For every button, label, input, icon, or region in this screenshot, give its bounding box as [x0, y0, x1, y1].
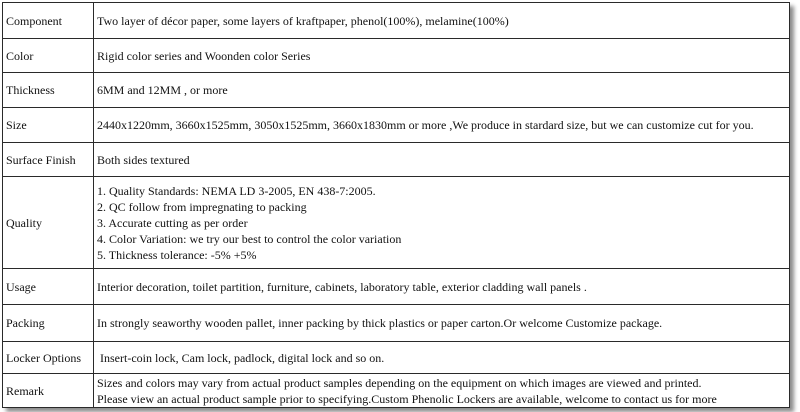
value-line: 1. Quality Standards: NEMA LD 3-2005, EN 438-7:2005. [97, 183, 376, 198]
value-line: In strongly seaworthy wooden pallet, inner packing by thick plastics or paper carton.Or welcome Customize package. [97, 316, 663, 330]
table-row [3, 177, 790, 269]
spec-table [2, 2, 790, 408]
value-line: Please view an actual product sample prior to specifying.Custom Phenolic Lockers are available, welcome to contact us for more [97, 391, 717, 406]
table-row [3, 3, 790, 39]
row-value-locker-options [94, 342, 790, 374]
value-line: 4. Color Variation: we try our best to control the color variation [97, 231, 402, 246]
row-value-size [94, 108, 790, 143]
row-label-usage: Usage [3, 269, 94, 305]
table-row [3, 143, 790, 177]
row-label-quality: Quality [3, 177, 94, 269]
value-line: Rigid color series and Woonden color Series [97, 48, 311, 63]
value-line: 2440x1220mm, 3660x1525mm, 3050x1525mm, 3660x1830mm or more ,We produce in stardard size, but we can customize cut for you. [97, 118, 754, 132]
row-label-thickness: Thickness [3, 73, 94, 108]
value-line: 2. QC follow from impregnating to packing [97, 199, 307, 214]
value-line: Interior decoration, toilet partition, furniture, cabinets, laboratory table, exterior cladding wall panels . [97, 279, 587, 294]
table-row [3, 374, 790, 408]
row-value-surface-finish [94, 143, 790, 177]
row-value-packing [94, 305, 790, 342]
row-value-component [94, 3, 790, 39]
value-line: Sizes and colors may vary from actual product samples depending on the equipment on which images are viewed and printed. [97, 375, 702, 390]
table-row [3, 269, 790, 305]
row-label-color: Color [3, 39, 94, 73]
row-label-component: Component [3, 3, 94, 39]
table-row [3, 342, 790, 374]
spec-sheet [2, 2, 790, 408]
value-line: 5. Thickness tolerance: -5% +5% [97, 247, 257, 262]
row-value-color [94, 39, 790, 73]
value-line: Two layer of décor paper, some layers of kraftpaper, phenol(100%), melamine(100%) [97, 13, 509, 28]
value-line: Insert-coin lock, Cam lock, padlock, digital lock and so on. [97, 350, 385, 365]
value-line: 6MM and 12MM , or more [97, 83, 228, 97]
row-label-packing: Packing [3, 305, 94, 342]
row-label-surface-finish: Surface Finish [3, 143, 94, 177]
value-line: 3. Accurate cutting as per order [97, 215, 248, 230]
table-row [3, 108, 790, 143]
row-label-remark: Remark [3, 374, 94, 408]
row-label-size: Size [3, 108, 94, 143]
row-value-quality [94, 177, 790, 269]
table-row [3, 39, 790, 73]
value-line: Both sides textured [97, 152, 190, 167]
row-value-remark [94, 374, 790, 408]
table-row [3, 73, 790, 108]
row-value-thickness [94, 73, 790, 108]
row-label-locker-options: Locker Options [3, 342, 94, 374]
table-row [3, 305, 790, 342]
row-value-usage [94, 269, 790, 305]
